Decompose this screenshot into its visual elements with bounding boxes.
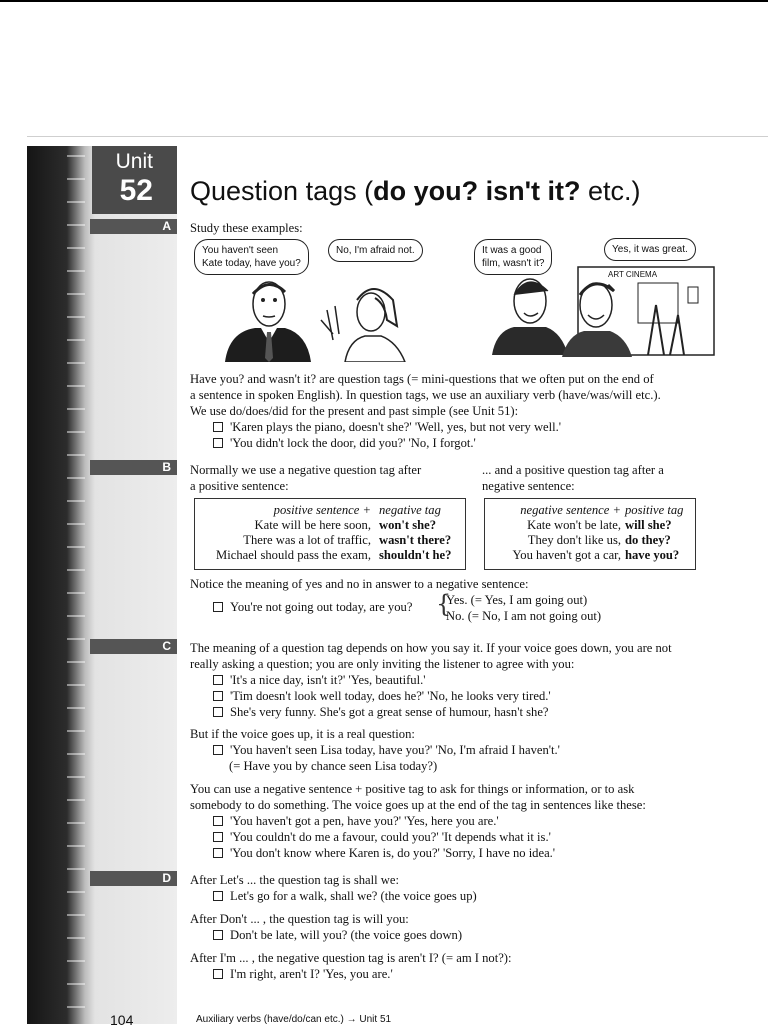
section-d-example-1: Let's go for a walk, shall we? (the voice goes up) bbox=[213, 889, 477, 904]
section-c-example-4-gloss: (= Have you by chance seen Lisa today?) bbox=[229, 759, 438, 773]
illustration-office-conversation bbox=[215, 270, 415, 362]
section-b-left-intro-1: Normally we use a negative question tag after bbox=[190, 463, 422, 477]
section-b-marker: B bbox=[90, 460, 177, 475]
margin-bar bbox=[27, 146, 177, 1024]
unit-number: 52 bbox=[119, 174, 153, 207]
answer-yes: Yes. (= Yes, I am going out) bbox=[446, 593, 588, 607]
unit-label: Unit bbox=[115, 150, 153, 173]
section-c-example-6: 'You couldn't do me a favour, could you?' 'It depends what it is.' bbox=[213, 830, 551, 845]
section-c-example-7: 'You don't know where Karen is, do you?' 'Sorry, I have no idea.' bbox=[213, 846, 555, 861]
section-d-para-1: After Let's ... the question tag is shall we: bbox=[190, 873, 399, 887]
section-a-para-2: a sentence in spoken English). In question tags, we use an auxiliary verb (have/was/will etc.). bbox=[190, 388, 661, 402]
speech-bubble-1: You haven't seen Kate today, have you? bbox=[194, 239, 309, 275]
brace-glyph: { bbox=[436, 590, 452, 618]
section-b-right-intro-2: negative sentence: bbox=[482, 479, 575, 493]
speech-bubble-4: Yes, it was great. bbox=[604, 238, 696, 261]
section-b-right-intro-1: ... and a positive question tag after a bbox=[482, 463, 664, 477]
section-c-example-1: 'It's a nice day, isn't it?' 'Yes, beautiful.' bbox=[213, 673, 426, 688]
section-b-left-intro-2: a positive sentence: bbox=[190, 479, 289, 493]
section-a-marker: A bbox=[90, 219, 177, 234]
section-a-example-1: 'Karen plays the piano, doesn't she?' 'Well, yes, but not very well.' bbox=[213, 420, 561, 435]
page-number: 104 bbox=[110, 1012, 134, 1028]
section-c-para-1: The meaning of a question tag depends on how you say it. If your voice goes down, you are not bbox=[190, 641, 672, 655]
section-d-example-3: I'm right, aren't I? 'Yes, you are.' bbox=[213, 967, 393, 982]
cross-reference: Auxiliary verbs (have/do/can etc.) → Unit 51 bbox=[196, 1014, 392, 1025]
unit-badge bbox=[92, 146, 177, 214]
section-d-example-2: Don't be late, will you? (the voice goes down) bbox=[213, 928, 462, 943]
section-c-para-3: But if the voice goes up, it is a real question: bbox=[190, 727, 415, 741]
negative-positive-table: negative sentence + positive tag Kate won't be late, will she? They don't like us, do they? You haven't got a car, have you? bbox=[484, 498, 696, 570]
section-d-marker: D bbox=[90, 871, 177, 886]
positive-negative-table: positive sentence + negative tag Kate will be here soon, won't she? There was a lot of traffic, wasn't there? Michael should pass the exam, shouldn't he? bbox=[194, 498, 466, 570]
answer-no: No. (= No, I am not going out) bbox=[446, 609, 602, 623]
section-a-para-3: We use do/does/did for the present and past simple (see Unit 51): bbox=[190, 404, 519, 418]
illustration-cinema-exit bbox=[488, 265, 716, 360]
section-c-para-5: somebody to do something. The voice goes up at the end of the tag in sentences like these: bbox=[190, 798, 646, 812]
section-c-example-2: 'Tim doesn't look well today, does he?' 'No, he looks very tired.' bbox=[213, 689, 551, 704]
section-b-notice: Notice the meaning of yes and no in answer to a negative sentence: bbox=[190, 577, 529, 591]
section-c-example-4: 'You haven't seen Lisa today, have you?' 'No, I'm afraid I haven't.' bbox=[213, 743, 560, 758]
section-d-para-2: After Don't ... , the question tag is will you: bbox=[190, 912, 409, 926]
page-title: Question tags (do you? isn't it? etc.) bbox=[190, 176, 641, 206]
speech-bubble-2: No, I'm afraid not. bbox=[328, 239, 423, 262]
scan-top-edge bbox=[0, 0, 768, 2]
section-c-marker: C bbox=[90, 639, 177, 654]
section-c-para-4: You can use a negative sentence + positive tag to ask for things or information, or to ask bbox=[190, 782, 635, 796]
speech-bubble-3: It was a good film, wasn't it? bbox=[474, 239, 552, 275]
section-b-example: You're not going out today, are you? bbox=[213, 600, 412, 615]
section-d-para-3: After I'm ... , the negative question tag is aren't I? (= am I not?): bbox=[190, 951, 512, 965]
section-c-example-3: She's very funny. She's got a great sense of humour, hasn't she? bbox=[213, 705, 549, 720]
cinema-sign-text: ART CINEMA bbox=[608, 270, 658, 279]
section-a-intro: Study these examples: bbox=[190, 221, 303, 235]
section-a-example-2: 'You didn't lock the door, did you?' 'No, I forgot.' bbox=[213, 436, 476, 451]
section-a-para-1: Have you? and wasn't it? are question tags (= mini-questions that we often put on the end of bbox=[190, 372, 654, 386]
section-c-example-5: 'You haven't got a pen, have you?' 'Yes, here you are.' bbox=[213, 814, 499, 829]
section-c-para-2: really asking a question; you are only inviting the listener to agree with you: bbox=[190, 657, 575, 671]
